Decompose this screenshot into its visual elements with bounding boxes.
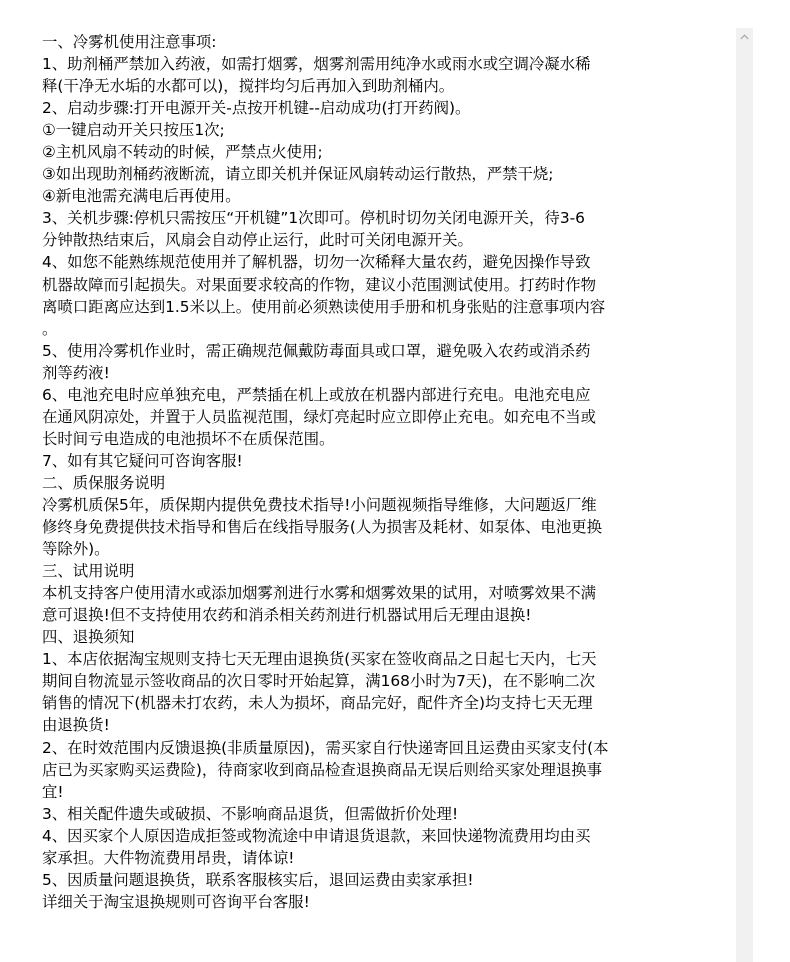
text-line: 宜! (42, 782, 64, 801)
text-line: 本机支持客户使用清水或添加烟雾剂进行水雾和烟雾效果的试用，对喷雾效果不满 (42, 584, 597, 603)
text-line: 3、相关配件遗失或破损、不影响商品退货，但需做折价处理! (42, 804, 459, 823)
text-line: 家承担。大件物流费用昂贵，请体谅! (42, 848, 295, 867)
text-line: 1、本店依据淘宝规则支持七天无理由退换货(买家在签收商品之日起七天内，七天 (42, 650, 597, 669)
text-line: ②主机风扇不转动的时候，严禁点火使用; (42, 143, 323, 162)
text-line: 详细关于淘宝退换规则可咨询平台客服! (42, 892, 310, 911)
vertical-scrollbar[interactable] (736, 28, 753, 962)
text-line: 。 (42, 319, 58, 338)
text-line: ①一键启动开关只按压1次; (42, 121, 225, 140)
text-line: 在通风阴凉处，并置于人员监视范围，绿灯亮起时应立即停止充电。如充电不当或 (42, 407, 597, 426)
text-line: 二、质保服务说明 (42, 473, 166, 492)
text-line: 离喷口距离应达到1.5米以上。使用前必须熟读使用手册和机身张贴的注意事项内容 (42, 297, 606, 316)
text-line: 修终身免费提供技术指导和售后在线指导服务(人为损害及耗材、如泵体、电池更换 (42, 518, 603, 537)
text-line: 5、因质量问题退换货，联系客服核实后，退回运费由卖家承担! (42, 870, 474, 889)
text-line: ③如出现助剂桶药液断流，请立即关机并保证风扇转动运行散热，严禁干烧; (42, 165, 554, 184)
text-line: 1、助剂桶严禁加入药液，如需打烟雾，烟雾剂需用纯净水或雨水或空调冷凝水稀 (42, 55, 591, 74)
text-line: 7、如有其它疑问可咨询客服! (42, 451, 243, 470)
text-line: 四、退换须知 (42, 628, 135, 647)
text-line: 店已为买家购买运费险)，待商家收到商品检查退换商品无误后则给买家处理退换事 (42, 760, 603, 779)
text-line: 一、冷雾机使用注意事项: (42, 33, 217, 51)
text-line: 长时间亏电造成的电池损坏不在质保范围。 (42, 429, 335, 448)
text-line: 期间自物流显示签收商品的次日零时开始起算，满168小时为7天)，在不影响二次 (42, 672, 596, 691)
text-line: ④新电池需充满电后再使用。 (42, 187, 241, 206)
document-body (42, 31, 730, 956)
text-line: 机器故障而引起损失。对果面要求较高的作物，建议小范围测试使用。打药时作物 (42, 275, 597, 294)
text-line: 由退换货! (42, 716, 110, 735)
scroll-up-button[interactable] (736, 28, 753, 45)
text-line: 等除外)。 (42, 540, 110, 559)
scroll-thumb[interactable] (738, 46, 751, 960)
text-line: 意可退换!但不支持使用农药和消杀相关药剂进行机器试用后无理由退换! (42, 606, 532, 625)
text-line: 5、使用冷雾机作业时，需正确规范佩戴防毒面具或口罩，避免吸入农药或消杀药 (42, 341, 591, 360)
chevron-up-icon (740, 34, 749, 40)
text-line: 6、电池充电时应单独充电，严禁插在机上或放在机器内部进行充电。电池充电应 (42, 385, 591, 404)
text-line: 4、如您不能熟练规范使用并了解机器，切勿一次稀释大量农药，避免因操作导致 (42, 253, 591, 272)
text-line: 释(干净无水垢的水都可以)，搅拌均匀后再加入到助剂桶内。 (42, 77, 455, 96)
text-line: 4、因买家个人原因造成拒签或物流途中申请退货退款，来回快递物流费用均由买 (42, 826, 591, 845)
text-line: 销售的情况下(机器未打农药，未人为损坏，商品完好，配件齐全)均支持七天无理 (42, 694, 593, 713)
text-line: 3、关机步骤:停机只需按压“开机键”1次即可。停机时切勿关闭电源开关，待3-6 (42, 209, 585, 228)
text-line: 2、启动步骤:打开电源开关-点按开机键--启动成功(打开药阀)。 (42, 99, 471, 118)
text-line: 分钟散热结束后，风扇会自动停止运行，此时可关闭电源开关。 (42, 231, 473, 250)
text-line: 2、在时效范围内反馈退换(非质量原因)，需买家自行快递寄回且运费由买家支付(本 (42, 738, 609, 757)
text-line: 三、试用说明 (42, 562, 135, 581)
text-line: 冷雾机质保5年，质保期内提供免费技术指导!小问题视频指导维修，大问题返厂维 (42, 495, 597, 514)
text-line: 剂等药液! (42, 363, 110, 382)
